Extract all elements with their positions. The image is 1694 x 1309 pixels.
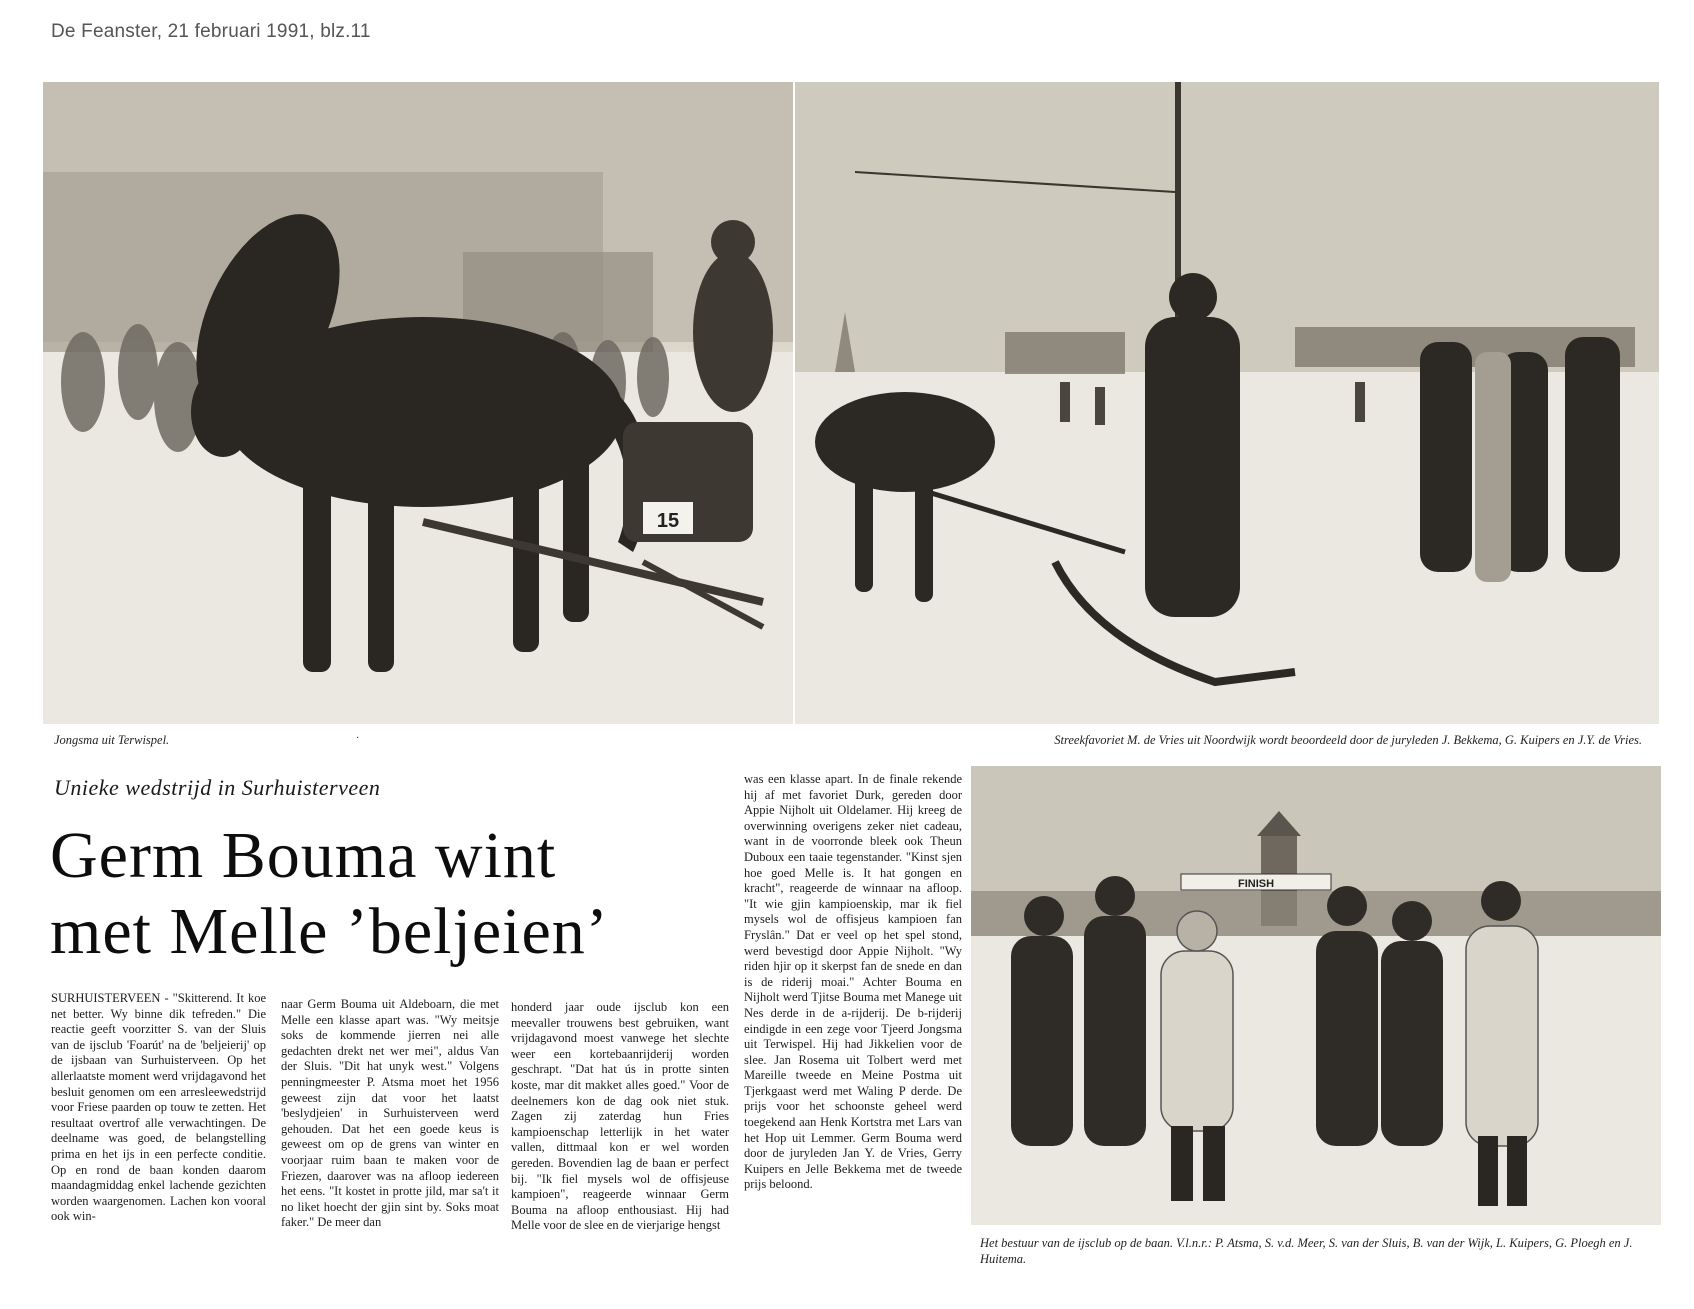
- finish-sign-text: FINISH: [1237, 878, 1275, 890]
- caption-separator-dot: ·: [356, 733, 360, 744]
- column-2-text: naar Germ Bouma uit Aldeboarn, die met Melle een klasse apart was. "Wy meitsje soks de kommende jierren nei alle gedachten drekt net wer mei", aldus Van der Sluis. "Dit hat unyk west." Volgens penningmeester P. Atsma moet het 1956 geweest zijn dat voor het laatst 'beslydjeien' in Surhuisterveen werd gehouden. Dat het een goede keus is geweest om op de grens van winter en voorjaar ruim baan te maken voor de Friezen, daarover was na afloop iedereen het eens. "It kostet in protte jild, mar sa't it no liket hoecht der gjin sint by. Soks moat faker." De meer dan: [281, 997, 499, 1230]
- right-photo-caption: Streekfavoriet M. de Vries uit Noordwijk wordt beoordeeld door de juryleden J. Bekkema, G. Kuipers en J.Y. de Vries.: [1054, 733, 1642, 747]
- article-column-2: [281, 997, 499, 1263]
- article-column-3: [511, 1000, 729, 1274]
- sleigh-bib-number: 15: [656, 510, 680, 532]
- photo-judges-on-ice-right: [795, 82, 1659, 724]
- left-photo-caption: Jongsma uit Terwispel.: [54, 733, 170, 747]
- article-column-4: [744, 772, 962, 1272]
- headline-line-1: Germ Bouma wint: [50, 819, 557, 892]
- bottom-photo-caption: Het bestuur van de ijsclub op de baan. V.l.n.r.: P. Atsma, S. v.d. Meer, S. van der Sluis, B. van der Wijk, L. Kuipers, G. Ploegh en J. Huitema.: [980, 1236, 1633, 1266]
- column-1-text: SURHUISTERVEEN - "Skitterend. It koe net better. Wy binne dik tefreden." Die reactie geeft voorzitter S. van der Sluis van de ijsclub 'Foarút' na de 'beljeierij' op de ijsbaan van Surhuisterveen. Op het allerlaatste moment werd vrijdagavond het besluit genomen om een arresleewedstrijd voor Friese paarden op touw te zetten. Het resultaat overtrof alle verwachtingen. De deelname was goed, de belangstelling prima en het ijs in een perfecte conditie. Op en rond de baan konden daarom maandagmiddag enkel lachende gezichten worden waargenomen. Lachen kon vooral ook win-: [51, 991, 266, 1224]
- headline-line-2: met Melle ’beljeien’: [50, 895, 609, 968]
- judges-ice-illustration: [795, 82, 1659, 724]
- photo-club-board-bottom: [971, 766, 1661, 1225]
- column-3-text: honderd jaar oude ijsclub kon een meevaller trouwens best gebruiken, want vrijdagavond moest vanwege het slechte weer een kortebaanrijderij worden geschrapt. "Dat hat ús in protte sinten koste, mar dit makket alles goed." Voor de deelnemers kon de dag ook niet stuk. Zagen zij zaterdag hun Fries kampioenschap letterlijk in het water vallen, dittmaal kon er wel worden gereden. Bovendien lag de baan er perfect bij. "Ik fiel mysels wol de offisjeuse kampioen", reageerde winnaar Germ Bouma na afloop enthousiast. Hij had Melle voor de slee en de vierjarige hengst: [511, 1000, 729, 1233]
- article-kicker: Unieke wedstrijd in Surhuisterveen: [54, 775, 381, 800]
- clipping-source-header: De Feanster, 21 februari 1991, blz.11: [51, 21, 371, 42]
- article-column-1: [51, 991, 266, 1263]
- column-4-text: was een klasse apart. In de finale rekende hij af met favoriet Durk, gereden door Appie Nijholt uit Oldelamer. Hij kreeg de overwinning overigens zeker niet cadeau, want in de voorronde bleek ook Theun Duboux een taaie tegenstander. "Kinst sjen hoe goed Melle is. It hat gongen en kracht", reageerde de winnaar na afloop. "It wie gjin kampioenskip, mar ik fiel mysels wol de offisjeus kampioen fan Fryslân." Dat er veel op het spel stond, werd bevestigd door Appie Nijholt. "Wy riden hjir op it skerpst fan de snede en dan is de riderij moai." Achter Bouma en Nijholt werd Tjitse Bouma met Manege uit Nes derde in de a-rijderij. De b-rijderij eindigde in een zege voor Tjeerd Jongsma uit Terwispel. Hij had Jikkelien voor de slee. Jan Rosema uit Tolbert werd met Mareille tweede en Meine Postma uit Tjerkgaast werd met Waling P derde. De prijs voor het schoonste geheel werd toegekend aan Henk Kortstra met Lars van het Hop uit Lemmer. Germ Bouma werd door de juryleden Jan Y. de Vries, Gerry Kuipers en Jelle Bekkema met de tweede prijs beloond.: [744, 772, 962, 1192]
- photo-horse-sleigh-left: [43, 82, 793, 724]
- club-board-illustration: [971, 766, 1661, 1225]
- horse-sleigh-illustration: [43, 82, 793, 724]
- article-headline: [50, 818, 750, 970]
